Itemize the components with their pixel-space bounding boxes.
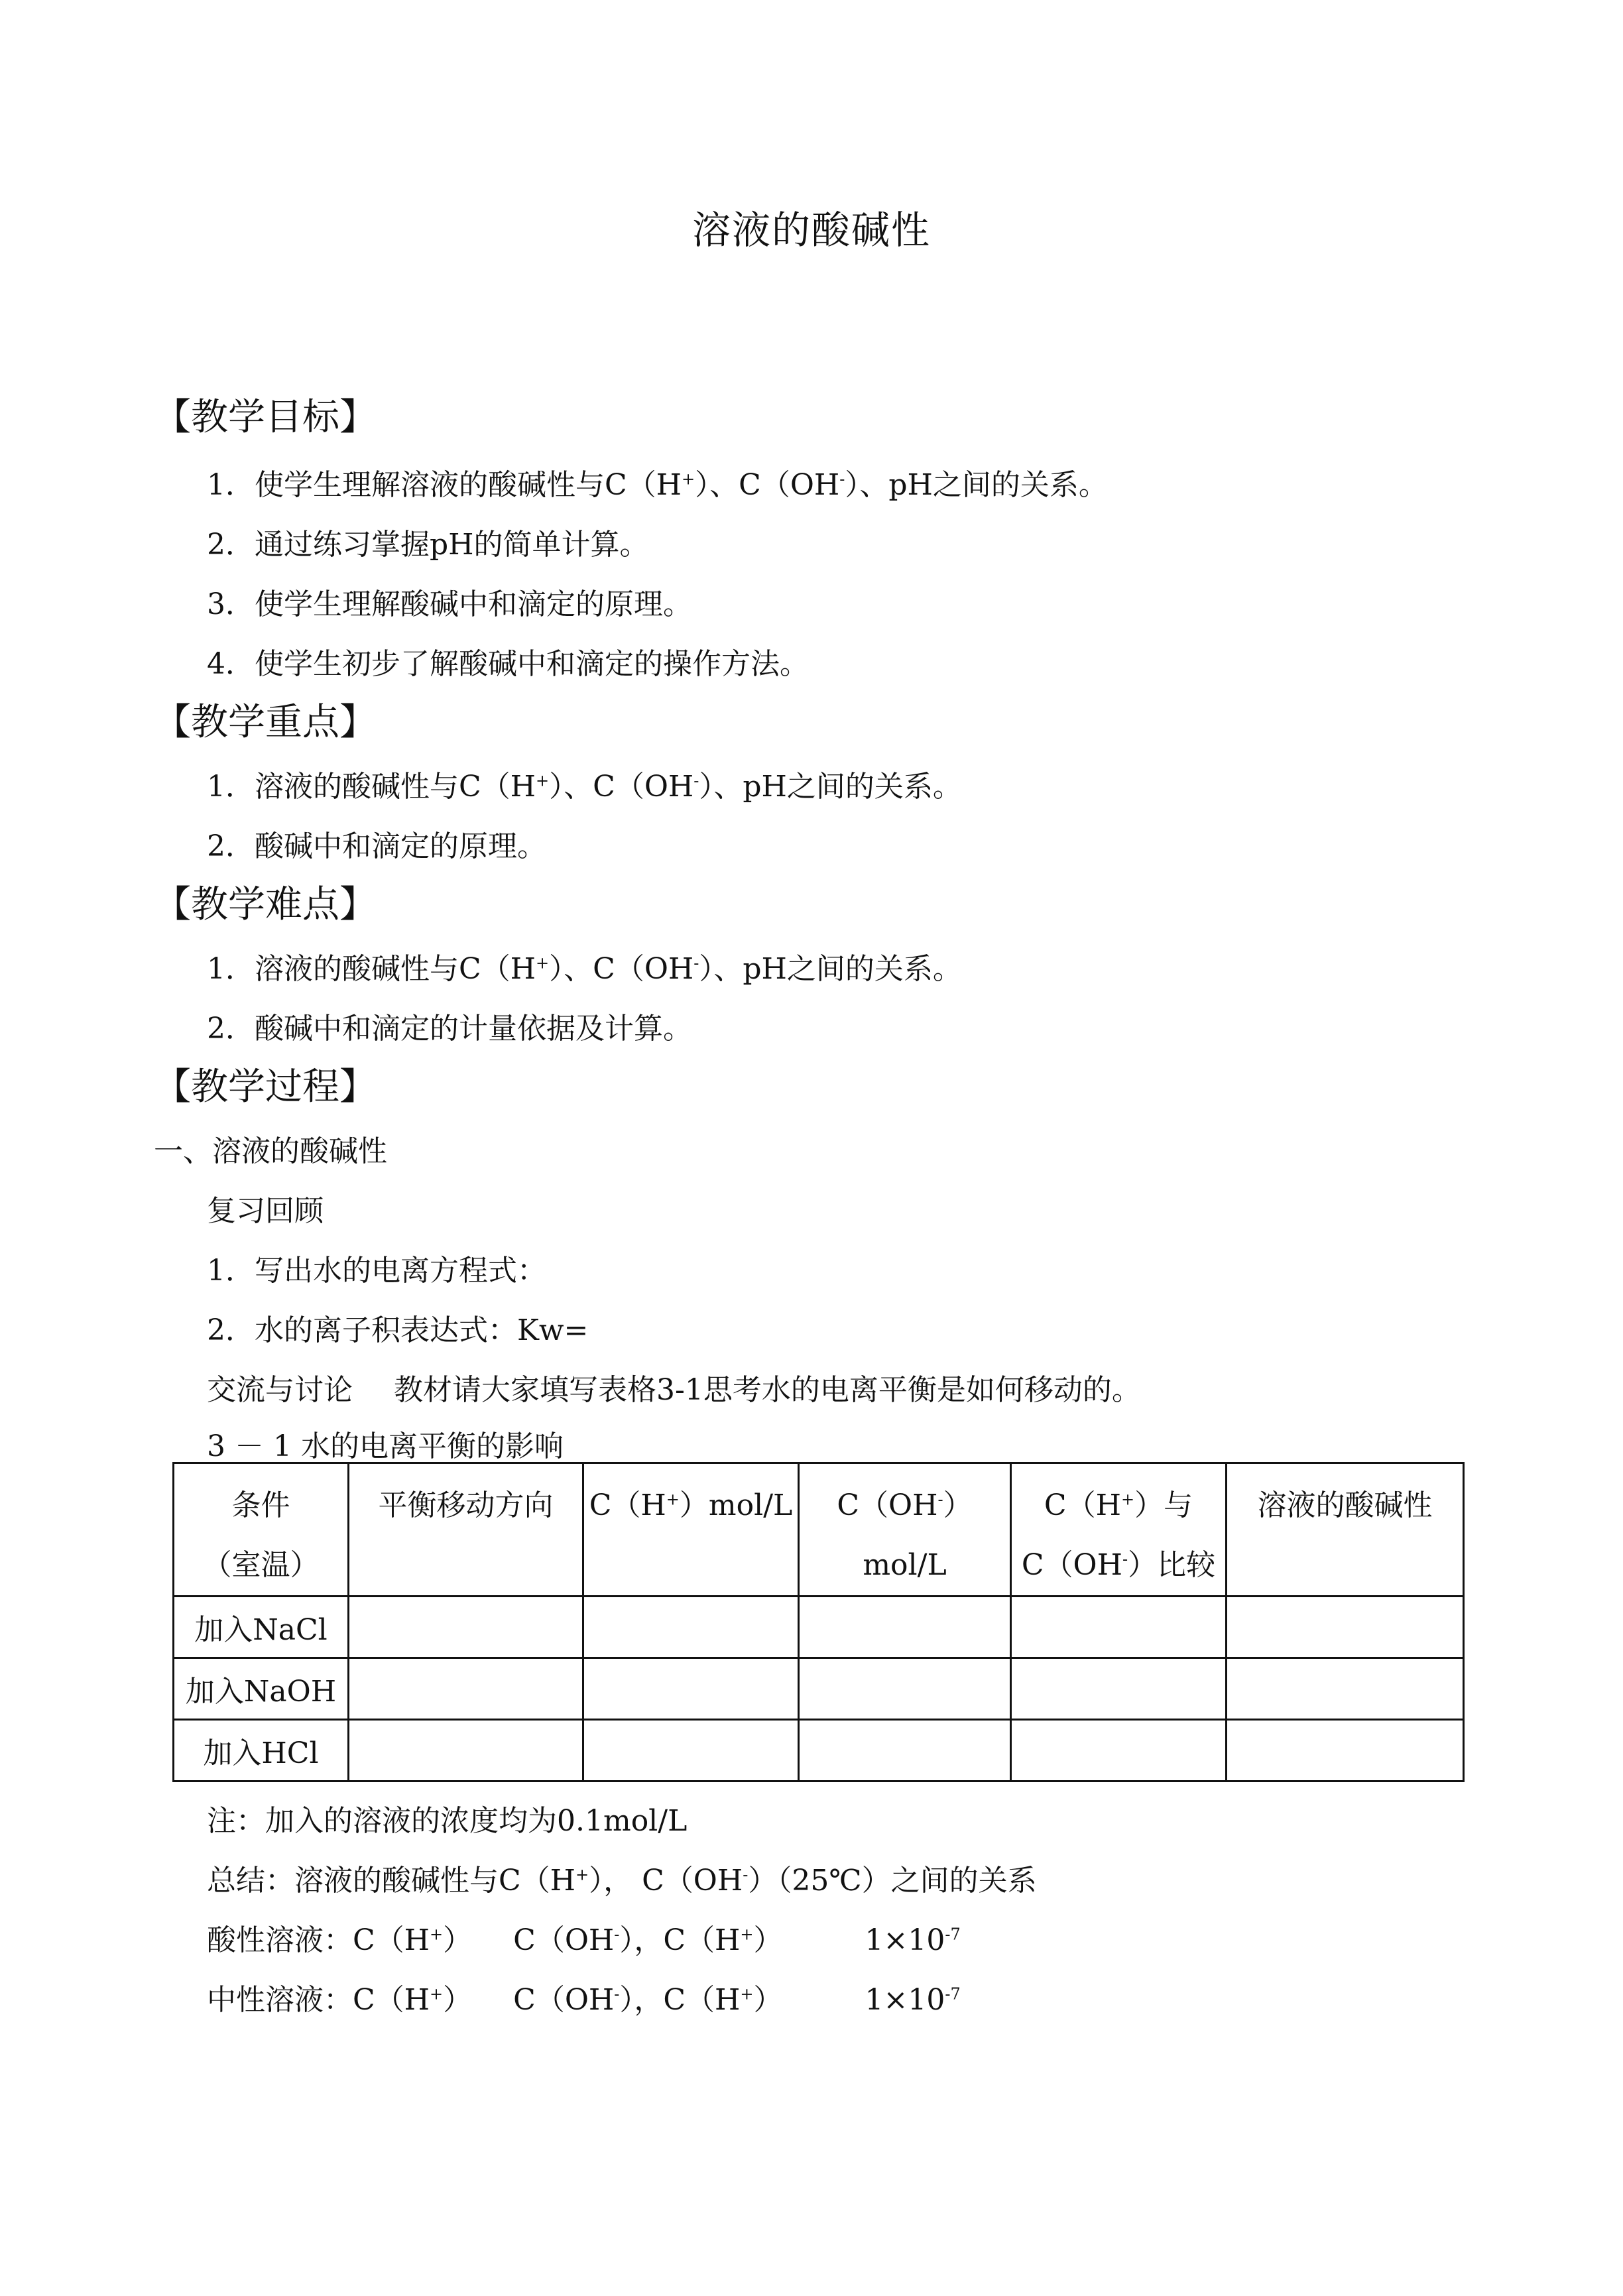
section-heading-difficulties: 【教学难点】 — [154, 883, 377, 926]
table-row — [174, 1597, 1464, 1658]
header-compare: C（H+）与 C（OH-）比较 — [1011, 1463, 1227, 1597]
header-coh: C（OH-）mol/L — [799, 1463, 1011, 1597]
section-heading-key-points: 【教学重点】 — [154, 701, 377, 744]
row-label-nacl: 加入NaCl — [174, 1597, 349, 1658]
key-point-item-1: 1．溶液的酸碱性与C（H+）、C（OH-）、pH之间的关系。 — [207, 770, 962, 804]
table-note: 注：加入的溶液的浓度均为0.1mol/L — [207, 1804, 688, 1838]
difficulty-item-1: 1．溶液的酸碱性与C（H+）、C（OH-）、pH之间的关系。 — [207, 952, 962, 986]
table-cell[interactable] — [583, 1658, 799, 1720]
table-cell[interactable] — [349, 1720, 583, 1782]
section-heading-process: 【教学过程】 — [154, 1065, 377, 1109]
acid-label: 酸性溶液： — [207, 1923, 353, 1957]
part-title: 一、溶液的酸碱性 — [154, 1134, 387, 1168]
table-cell[interactable] — [799, 1658, 1011, 1720]
discussion-label: 交流与讨论 — [207, 1373, 353, 1407]
discussion-text: 教材请大家填写表格3-1思考水的电离平衡是如何移动的。 — [394, 1373, 1141, 1407]
table-cell[interactable] — [349, 1597, 583, 1658]
table-cell[interactable] — [349, 1658, 583, 1720]
question-1: 1．写出水的电离方程式： — [207, 1254, 546, 1288]
goal-item-2: 2．通过练习掌握pH的简单计算。 — [207, 528, 649, 562]
key-point-item-2: 2．酸碱中和滴定的原理。 — [207, 829, 546, 863]
review-label: 复习回顾 — [207, 1194, 324, 1228]
table-row — [174, 1720, 1464, 1782]
neutral-solution-line: 中性溶液：C（H+） C（OH-），C（H+） $1\times 10^{-7}$ — [207, 1983, 961, 2017]
table-cell[interactable] — [1227, 1720, 1464, 1782]
section-heading-goals: 【教学目标】 — [154, 396, 377, 439]
neutral-label: 中性溶液： — [207, 1983, 353, 2017]
page-title: 溶液的酸碱性 — [691, 208, 931, 253]
table-cell[interactable] — [1227, 1597, 1464, 1658]
discussion-line — [207, 1366, 1141, 1408]
acid-solution-line: 酸性溶液：C（H+） C（OH-），C（H+） $1\times 10^{-7}$ — [207, 1923, 961, 1957]
table-cell[interactable] — [1011, 1658, 1227, 1720]
goal-item-4: 4．使学生初步了解酸碱中和滴定的操作方法。 — [207, 647, 809, 681]
goal-item-1: 1．使学生理解溶液的酸碱性与C（H+）、C（OH-）、pH之间的关系。 — [207, 468, 1108, 502]
header-ch: C（H+）mol/L — [583, 1463, 799, 1597]
table-cell[interactable] — [799, 1720, 1011, 1782]
table-cell[interactable] — [583, 1597, 799, 1658]
header-acidity: 溶液的酸碱性 — [1227, 1463, 1464, 1597]
header-shift: 平衡移动方向 — [349, 1463, 583, 1597]
table-cell[interactable] — [583, 1720, 799, 1782]
question-2: 2．水的离子积表达式：Kw= — [207, 1313, 589, 1347]
row-label-naoh: 加入NaOH — [174, 1658, 349, 1720]
row-label-hcl: 加入HCl — [174, 1720, 349, 1782]
table-cell[interactable] — [1227, 1658, 1464, 1720]
difficulty-item-2: 2．酸碱中和滴定的计量依据及计算。 — [207, 1012, 692, 1046]
table-cell[interactable] — [1011, 1720, 1227, 1782]
header-condition: 条件 （室温） — [174, 1463, 349, 1597]
table-cell[interactable] — [1011, 1597, 1227, 1658]
table-header-row — [174, 1463, 1464, 1597]
summary-line: 总结：溶液的酸碱性与C（H+）， C（OH-）（25℃）之间的关系 — [207, 1864, 1037, 1898]
goal-item-3: 3．使学生理解酸碱中和滴定的原理。 — [207, 587, 692, 621]
table-row — [174, 1658, 1464, 1720]
table-caption: 3 － 1 水的电离平衡的影响 — [207, 1429, 564, 1463]
table-cell[interactable] — [799, 1597, 1011, 1658]
ionization-table — [172, 1462, 1465, 1782]
